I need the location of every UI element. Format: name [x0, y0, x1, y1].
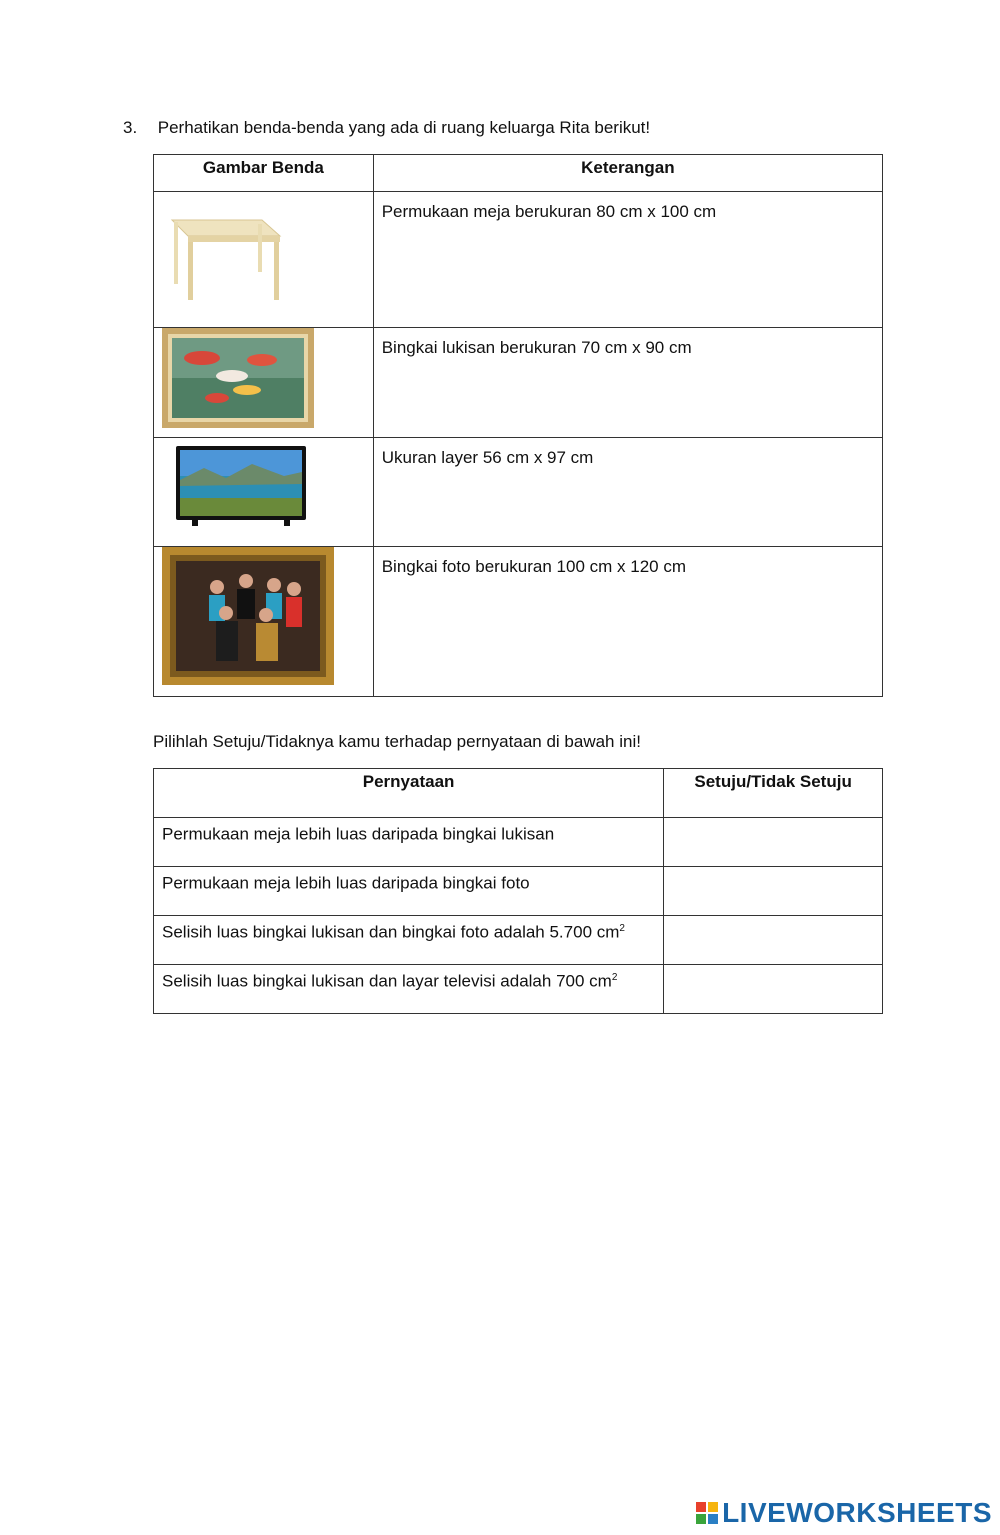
television-image: [174, 446, 308, 530]
items-table: [153, 154, 883, 697]
answer-cell[interactable]: [664, 867, 883, 916]
statement-row: [154, 916, 883, 965]
item-desc-photo: Bingkai foto berukuran 100 cm x 120 cm: [373, 547, 882, 697]
koi-painting-image: [162, 328, 314, 428]
family-photo-image: [162, 547, 334, 685]
statements-header-row: [154, 769, 883, 818]
table-image: [162, 206, 292, 306]
statement-text: Selisih luas bingkai lukisan dan layar televisi adalah 700 $cm^2$: [154, 965, 664, 1014]
item-image-cell: [154, 328, 374, 438]
question-number: 3.: [123, 118, 138, 137]
header-pernyataan: Pernyataan: [154, 769, 664, 818]
statement-row: [154, 818, 883, 867]
statements-table: [153, 768, 883, 1014]
statement-text: Permukaan meja lebih luas daripada bingkai lukisan: [154, 818, 664, 867]
question-text: Perhatikan benda-benda yang ada di ruang keluarga Rita berikut!: [157, 118, 651, 137]
item-row-tv: [154, 438, 883, 547]
items-header-row: [154, 155, 883, 192]
statement-row: [154, 867, 883, 916]
header-gambar-benda: Gambar Benda: [154, 155, 374, 192]
item-row-table: [154, 192, 883, 328]
item-desc-table: Permukaan meja berukuran 80 cm x 100 cm: [373, 192, 882, 328]
item-image-cell: [154, 438, 374, 547]
header-setuju: Setuju/Tidak Setuju: [664, 769, 883, 818]
item-desc-tv: Ukuran layer 56 cm x 97 cm: [373, 438, 882, 547]
item-image-cell: [154, 192, 374, 328]
liveworksheets-mark-icon: [696, 1502, 718, 1524]
item-image-cell: [154, 547, 374, 697]
liveworksheets-logo[interactable]: [696, 1497, 992, 1529]
answer-cell[interactable]: [664, 818, 883, 867]
statement-text: Selisih luas bingkai lukisan dan bingkai foto adalah 5.700 $cm^2$: [154, 916, 664, 965]
header-keterangan: Keterangan: [373, 155, 882, 192]
item-row-painting: [154, 328, 883, 438]
statement-text: Permukaan meja lebih luas daripada bingkai foto: [154, 867, 664, 916]
answer-cell[interactable]: [664, 965, 883, 1014]
question-heading: [123, 118, 650, 138]
answer-cell[interactable]: [664, 916, 883, 965]
brand-name: LIVEWORKSHEETS: [722, 1497, 992, 1528]
item-row-photo: [154, 547, 883, 697]
item-desc-painting: Bingkai lukisan berukuran 70 cm x 90 cm: [373, 328, 882, 438]
statement-row: [154, 965, 883, 1014]
instruction-text: Pilihlah Setuju/Tidaknya kamu terhadap pernyataan di bawah ini!: [153, 732, 641, 751]
